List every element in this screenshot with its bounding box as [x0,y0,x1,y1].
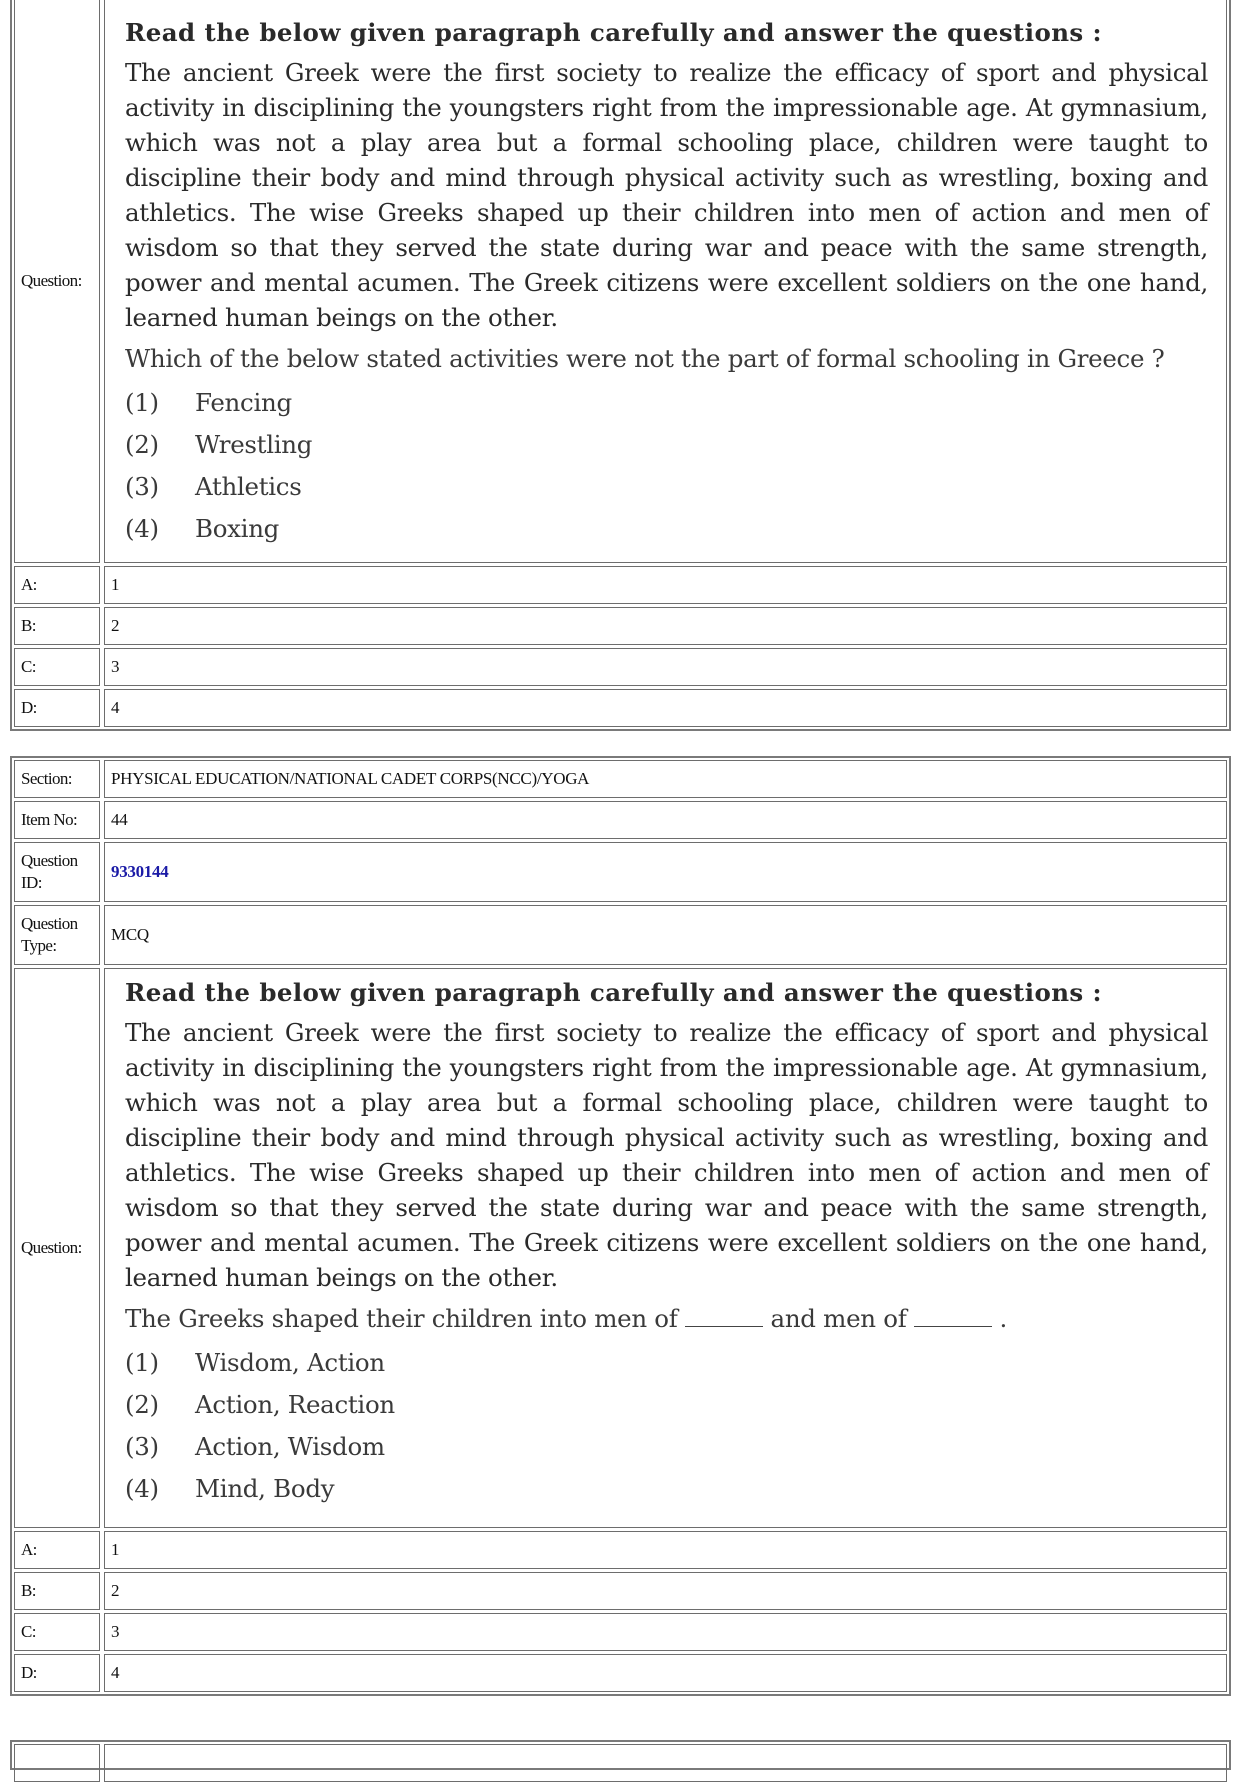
option-number: (1) [125,1347,159,1377]
item-row [14,801,1227,839]
answer-value: 4 [104,1654,1227,1692]
question-type-row [14,905,1227,965]
option-item [125,507,1208,549]
answer-label: A: [14,1531,100,1569]
stem-text-1: The Greeks shaped their children into men of [125,1304,678,1333]
stem-text-2: and men of [770,1304,907,1333]
question-stem [125,1301,1208,1336]
answer-label: C: [14,1613,100,1651]
question-label: Question: [14,968,100,1528]
answer-value: 2 [104,1572,1227,1610]
item-no-value: 44 [104,801,1227,839]
question-block-1 [10,0,1231,731]
section-label: Section: [14,760,100,798]
next-value-cell [104,1744,1227,1782]
option-number: (2) [125,1389,159,1419]
section-row [14,1744,1227,1782]
option-number: (4) [125,1473,159,1503]
answer-row-a [14,1531,1227,1569]
answer-label: D: [14,1654,100,1692]
answer-row-c [14,1613,1227,1651]
option-text: Mind, Body [195,1473,335,1503]
question-id-label: Question ID: [14,842,100,902]
option-text: Athletics [195,471,302,501]
answer-value: 1 [104,566,1227,604]
question-paragraph: The ancient Greek were the first society to realize the efficacy of sport and physical activity in disciplining the youngsters right from the impressionable age. At gymnasium, which was not a play area but a formal schooling place, children were taught to discipline their body and mind through physical activity such as wrestling, boxing and athletics. The wise Greeks shaped up their children into men of action and men of wisdom so that they served the state during war and peace with the same strength, power and mental acumen. The Greek citizens were excellent soldiers on the one hand, learned human beings on the other. [125,1018,1208,1292]
answer-blank [685,1304,763,1327]
next-label-cell [14,1744,100,1782]
option-number: (3) [125,471,159,501]
answer-value: 1 [104,1531,1227,1569]
question-block-3 [10,1740,1231,1770]
answer-label: C: [14,648,100,686]
question-id-row [14,842,1227,902]
answer-value: 2 [104,607,1227,645]
question-id-value[interactable]: 9330144 [104,842,1227,902]
option-text: Wisdom, Action [195,1347,385,1377]
option-item [125,1467,1208,1509]
question-row [14,968,1227,1528]
option-number: (1) [125,387,159,417]
answer-row-b [14,1572,1227,1610]
answer-row-c [14,648,1227,686]
answer-row-d [14,689,1227,727]
question-type-label: Question Type: [14,905,100,965]
option-item [125,1341,1208,1383]
answer-label: D: [14,689,100,727]
question-type-value: MCQ [104,905,1227,965]
option-number: (3) [125,1431,159,1461]
question-label: Question: [14,0,100,563]
option-text: Action, Wisdom [195,1431,385,1461]
stem-text-3: . [999,1304,1007,1333]
section-value: PHYSICAL EDUCATION/NATIONAL CADET CORPS(NCC)/YOGA [104,760,1227,798]
answer-blank [914,1304,992,1327]
answer-value: 3 [104,1613,1227,1651]
question-stem: Which of the below stated activities were not the part of formal schooling in Greece ? [125,344,1165,373]
answer-value: 4 [104,689,1227,727]
answer-value: 3 [104,648,1227,686]
question-row [14,0,1227,563]
question-content [104,968,1227,1528]
option-item [125,1425,1208,1467]
answer-label: A: [14,566,100,604]
option-item [125,465,1208,507]
option-text: Boxing [195,513,280,543]
answer-label: B: [14,1572,100,1610]
section-row [14,760,1227,798]
answer-row-a [14,566,1227,604]
question-heading: Read the below given paragraph carefully and answer the questions : [125,978,1102,1007]
option-text: Fencing [195,387,292,417]
item-no-label: Item No: [14,801,100,839]
question-block-2 [10,756,1231,1696]
option-item [125,423,1208,465]
question-heading: Read the below given paragraph carefully and answer the questions : [125,18,1102,47]
answer-row-b [14,607,1227,645]
option-item [125,381,1208,423]
question-paragraph: The ancient Greek were the first society to realize the efficacy of sport and physical activity in disciplining the youngsters right from the impressionable age. At gymnasium, which was not a play area but a formal schooling place, children were taught to discipline their body and mind through physical activity such as wrestling, boxing and athletics. The wise Greeks shaped up their children into men of action and men of wisdom so that they served the state during war and peace with the same strength, power and mental acumen. The Greek citizens were excellent soldiers on the one hand, learned human beings on the other. [125,58,1208,332]
option-text: Wrestling [195,429,313,459]
answer-row-d [14,1654,1227,1692]
answer-label: B: [14,607,100,645]
option-number: (4) [125,513,159,543]
option-text: Action, Reaction [195,1389,395,1419]
question-content [104,0,1227,563]
option-number: (2) [125,429,159,459]
option-item [125,1383,1208,1425]
